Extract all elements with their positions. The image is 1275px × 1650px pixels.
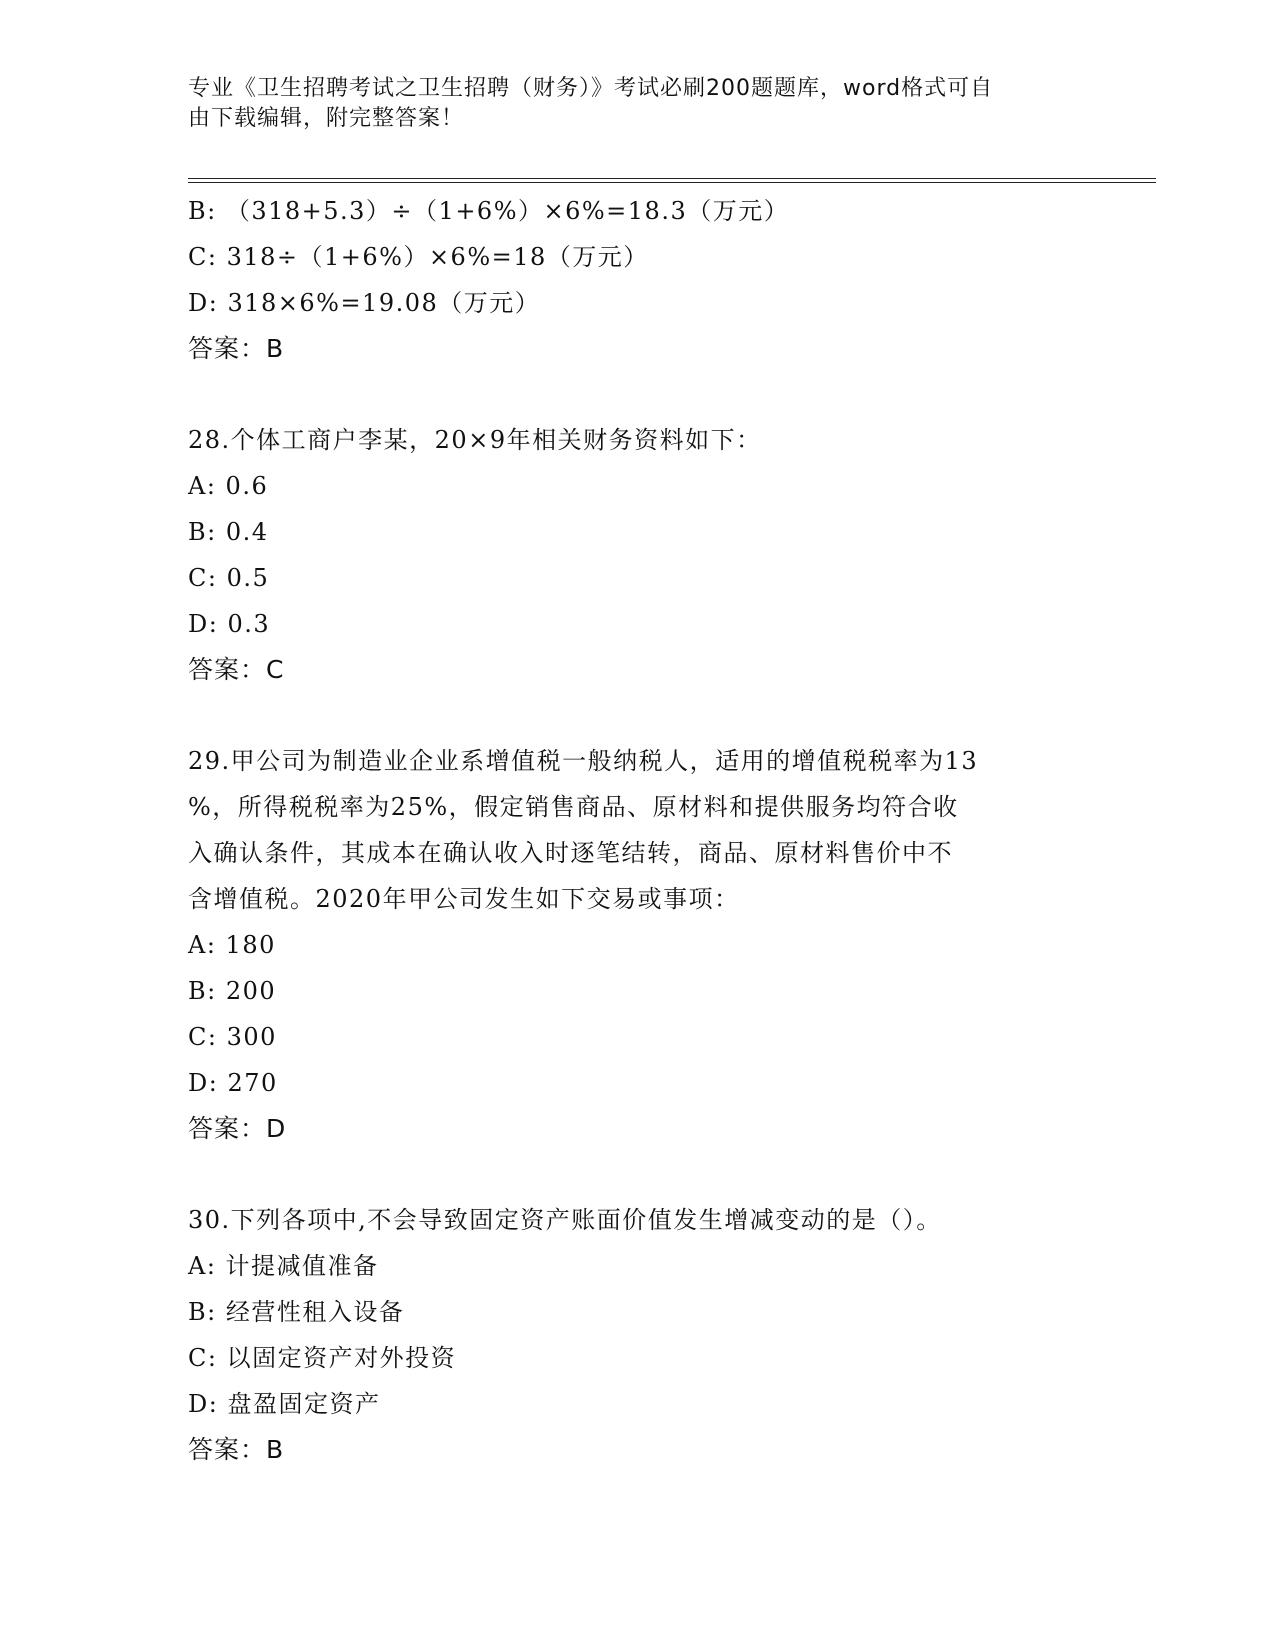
answer: 答案：D — [188, 1114, 287, 1143]
spacer — [188, 1152, 1088, 1197]
option-b: B: 0.4 — [188, 518, 269, 546]
option-d: D: 318×6%=19.08（万元） — [188, 289, 541, 317]
option-b: B: （318+5.3）÷（1+6%）×6%=18.3（万元） — [188, 197, 790, 225]
page-header — [188, 74, 1068, 134]
header-title-line-2: 由下载编辑，附完整答案！ — [188, 106, 465, 131]
question-27-tail — [188, 188, 1088, 372]
question-text: 28.个体工商户李某，20×9年相关财务资料如下： — [188, 426, 762, 454]
header-divider-bottom-line — [188, 182, 1156, 183]
question-29 — [188, 738, 1088, 1152]
question-text: 30.下列各项中,不会导致固定资产账面价值发生增减变动的是（）。 — [188, 1206, 942, 1234]
option-d: D: 盘盈固定资产 — [188, 1390, 381, 1418]
answer: 答案：B — [188, 334, 285, 363]
option-c: C: 318÷（1+6%）×6%=18（万元） — [188, 243, 649, 271]
header-divider — [188, 178, 1156, 184]
answer: 答案：C — [188, 655, 285, 684]
question-28 — [188, 417, 1088, 693]
option-d: D: 270 — [188, 1069, 278, 1097]
question-30 — [188, 1197, 1088, 1473]
question-text-line-3: 入确认条件，其成本在确认收入时逐笔结转，商品、原材料售价中不 — [188, 839, 953, 867]
document-body — [188, 188, 1088, 1473]
option-a: A: 180 — [188, 931, 276, 959]
spacer — [188, 693, 1088, 738]
option-a: A: 计提减值准备 — [188, 1252, 379, 1280]
option-c: C: 300 — [188, 1023, 277, 1051]
question-text-line-2: %，所得税税率为25%，假定销售商品、原材料和提供服务均符合收 — [188, 793, 959, 821]
header-title-line-1: 专业《卫生招聘考试之卫生招聘（财务）》考试必刷200题题库，word格式可自 — [188, 76, 994, 101]
option-d: D: 0.3 — [188, 610, 271, 638]
option-b: B: 经营性租入设备 — [188, 1298, 405, 1326]
option-c: C: 以固定资产对外投资 — [188, 1344, 457, 1372]
option-c: C: 0.5 — [188, 564, 270, 592]
spacer — [188, 372, 1088, 417]
option-b: B: 200 — [188, 977, 277, 1005]
question-text-line-1: 29.甲公司为制造业企业系增值税一般纳税人，适用的增值税税率为13 — [188, 747, 979, 775]
header-divider-top-line — [188, 178, 1156, 179]
answer: 答案：B — [188, 1435, 285, 1464]
question-text-line-4: 含增值税。2020年甲公司发生如下交易或事项： — [188, 885, 740, 913]
option-a: A: 0.6 — [188, 472, 269, 500]
